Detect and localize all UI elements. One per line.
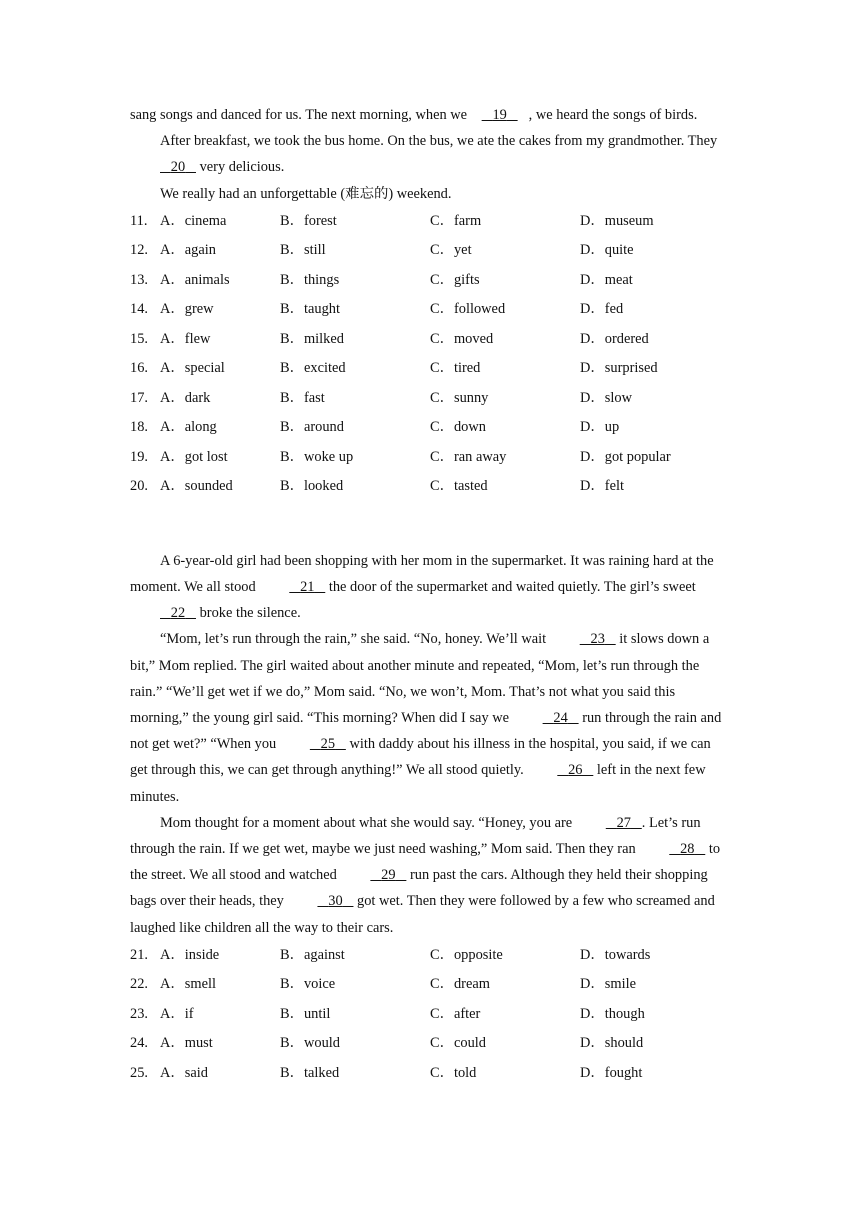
- text-span: Mom thought for a moment about what she would say. “Honey, you are: [160, 814, 576, 831]
- passage2-paragraph1: [130, 548, 728, 627]
- question-number: 22.: [130, 976, 148, 993]
- blank-26: [527, 757, 593, 783]
- question-row: [130, 384, 728, 414]
- text-span: run past the cars. Although they held their shopping bags over their heads, they: [130, 867, 708, 910]
- question-row: [130, 1029, 728, 1059]
- question-row: [130, 941, 728, 971]
- blank-number: 20: [170, 159, 186, 176]
- option-a[interactable]: A．got lost: [160, 448, 228, 465]
- question-number: 18.: [130, 419, 148, 436]
- option-d[interactable]: D．museum: [580, 212, 654, 229]
- option-c[interactable]: C．could: [430, 1035, 486, 1052]
- passage2-paragraph2: [130, 626, 728, 809]
- option-c[interactable]: C．yet: [430, 242, 472, 259]
- blank-number: 27: [616, 814, 631, 831]
- option-a[interactable]: A．again: [160, 242, 216, 259]
- option-a[interactable]: A．smell: [160, 976, 216, 993]
- question-number: 20.: [130, 478, 148, 495]
- blank-number: 21: [300, 579, 315, 596]
- option-c[interactable]: C．dream: [430, 976, 490, 993]
- option-b[interactable]: B．woke up: [280, 448, 354, 465]
- option-c[interactable]: C．followed: [430, 301, 506, 318]
- text-span: broke the silence.: [195, 605, 301, 622]
- blank-number: 19: [492, 107, 507, 123]
- option-b[interactable]: B．looked: [280, 478, 344, 495]
- option-c[interactable]: C．down: [430, 419, 486, 436]
- question-options-21-25: [130, 941, 728, 1089]
- question-row: [130, 325, 728, 355]
- text-span: the door of the supermarket and waited quietly. The girl’s sweet: [325, 579, 696, 596]
- text-span: it slows down a bit,” Mom replied. The girl waited about another minute and repeated, “Mom, let’s run through the rain.” “We’ll get wet if we do,” Mom said. “No, we won’t, Mom. That’s not what you said this morning,” the young girl said. “This morning? When did I say we: [130, 631, 710, 727]
- option-d[interactable]: D．though: [580, 1005, 645, 1022]
- question-row: [130, 1000, 728, 1030]
- option-d[interactable]: D．meat: [580, 271, 633, 288]
- question-row: [130, 207, 728, 237]
- text-span: very delicious.: [195, 159, 285, 176]
- option-c[interactable]: C．ran away: [430, 448, 507, 465]
- blank-25: [280, 731, 346, 757]
- option-c[interactable]: C．after: [430, 1005, 481, 1022]
- option-a[interactable]: A．grew: [160, 301, 214, 318]
- option-c[interactable]: C．opposite: [430, 946, 503, 963]
- question-number: 14.: [130, 301, 148, 318]
- blank-number: 30: [328, 893, 343, 910]
- question-number: 21.: [130, 946, 148, 963]
- option-a[interactable]: A．dark: [160, 389, 211, 406]
- text-span: left in the next few minutes.: [130, 762, 706, 805]
- question-row: [130, 266, 728, 296]
- text-span: , we heard the songs of birds.: [528, 107, 698, 123]
- blank-27: [576, 810, 642, 836]
- option-d[interactable]: D．fed: [580, 301, 624, 318]
- option-b[interactable]: B．until: [280, 1005, 331, 1022]
- blank-29: [340, 862, 406, 888]
- option-d[interactable]: D．surprised: [580, 360, 658, 377]
- section-gap: [130, 502, 728, 548]
- blank-24: [513, 705, 579, 731]
- passage1-paragraph1: [130, 102, 728, 128]
- option-c[interactable]: C．moved: [430, 330, 494, 347]
- option-b[interactable]: B．taught: [280, 301, 340, 318]
- option-a[interactable]: A．if: [160, 1005, 194, 1022]
- option-d[interactable]: D．towards: [580, 946, 651, 963]
- text-span: to the street. We all stood and watched: [130, 841, 721, 884]
- text-span: sang songs and danced for us. The next morning, when we: [130, 107, 471, 123]
- blank-19: [471, 102, 529, 128]
- option-a[interactable]: A．must: [160, 1035, 213, 1052]
- passage1-paragraph2: [130, 128, 728, 180]
- option-b[interactable]: B．fast: [280, 389, 325, 406]
- blank-21: [259, 574, 325, 600]
- blank-22: [130, 600, 196, 626]
- option-d[interactable]: D．smile: [580, 976, 636, 993]
- text-span: got wet. Then they were followed by a few who screamed and laughed like children all the way to their cars.: [130, 893, 715, 936]
- option-d[interactable]: D．got popular: [580, 448, 671, 465]
- blank-number: 23: [590, 631, 605, 648]
- text-span: run through the rain and not get wet?” “When you: [130, 710, 722, 753]
- blank-number: 25: [320, 736, 336, 753]
- option-a[interactable]: A．special: [160, 360, 225, 377]
- option-c[interactable]: C．told: [430, 1064, 477, 1081]
- option-d[interactable]: D．ordered: [580, 330, 649, 347]
- blank-number: 26: [568, 762, 583, 779]
- question-number: 11.: [130, 212, 148, 229]
- question-row: [130, 413, 728, 443]
- blank-28: [639, 836, 705, 862]
- question-number: 15.: [130, 330, 148, 347]
- blank-number: 29: [381, 867, 396, 884]
- question-number: 24.: [130, 1035, 148, 1052]
- question-row: [130, 472, 728, 502]
- option-a[interactable]: A．inside: [160, 946, 220, 963]
- question-row: [130, 295, 728, 325]
- option-b[interactable]: B．forest: [280, 212, 337, 229]
- option-b[interactable]: B．would: [280, 1035, 340, 1052]
- worksheet-page: [130, 102, 728, 1088]
- option-b[interactable]: B．excited: [280, 360, 346, 377]
- option-d[interactable]: D．quite: [580, 242, 634, 259]
- option-c[interactable]: C．sunny: [430, 389, 489, 406]
- blank-20: [130, 154, 196, 180]
- question-row: [130, 1059, 728, 1089]
- option-d[interactable]: D．up: [580, 419, 620, 436]
- option-b[interactable]: B．talked: [280, 1064, 340, 1081]
- question-row: [130, 443, 728, 473]
- option-c[interactable]: C．gifts: [430, 271, 480, 288]
- blank-number: 24: [553, 710, 568, 727]
- option-c[interactable]: C．tasted: [430, 478, 488, 495]
- option-d[interactable]: D．should: [580, 1035, 644, 1052]
- passage1-paragraph3: We really had an unforgettable (难忘的) weekend.: [160, 185, 452, 202]
- text-span: with daddy about his illness in the hospital, you said, if we can get through this, we can get through anything!” We all stood quietly.: [130, 736, 711, 779]
- question-row: [130, 970, 728, 1000]
- text-span: After breakfast, we took the bus home. On the bus, we ate the cakes from my grandmother. They: [160, 133, 718, 150]
- option-b[interactable]: B．against: [280, 946, 345, 963]
- blank-30: [287, 888, 353, 914]
- question-number: 25.: [130, 1064, 148, 1081]
- option-b[interactable]: B．milked: [280, 330, 344, 347]
- text-span: “Mom, let’s run through the rain,” she said. “No, honey. We’ll wait: [160, 631, 550, 648]
- option-d[interactable]: D．fought: [580, 1064, 643, 1081]
- question-number: 16.: [130, 360, 148, 377]
- option-a[interactable]: A．sounded: [160, 478, 233, 495]
- question-number: 13.: [130, 271, 148, 288]
- question-row: [130, 354, 728, 384]
- option-c[interactable]: C．tired: [430, 360, 481, 377]
- blank-number: 28: [680, 841, 695, 858]
- option-a[interactable]: A．said: [160, 1064, 208, 1081]
- text-span: . Let’s run through the rain. If we get wet, maybe we just need washing,” Mom said. Then they ran: [130, 814, 701, 858]
- option-d[interactable]: D．felt: [580, 478, 624, 495]
- option-a[interactable]: A．animals: [160, 271, 230, 288]
- option-b[interactable]: B．around: [280, 419, 344, 436]
- question-number: 17.: [130, 389, 148, 406]
- option-d[interactable]: D．slow: [580, 389, 632, 406]
- option-b[interactable]: B．things: [280, 271, 340, 288]
- option-b[interactable]: B．voice: [280, 976, 336, 993]
- question-number: 19.: [130, 448, 148, 465]
- option-a[interactable]: A．cinema: [160, 212, 227, 229]
- passage2-paragraph3: [130, 810, 728, 941]
- question-number: 23.: [130, 1005, 148, 1022]
- option-a[interactable]: A．flew: [160, 330, 211, 347]
- option-b[interactable]: B．still: [280, 242, 326, 259]
- question-row: [130, 236, 728, 266]
- blank-number: 22: [170, 605, 186, 622]
- question-options-11-20: [130, 207, 728, 502]
- option-c[interactable]: C．farm: [430, 212, 482, 229]
- text-span: A 6-year-old girl had been shopping with her mom in the supermarket. It was raining hard at the moment. We all stood: [130, 552, 714, 596]
- blank-23: [550, 626, 616, 652]
- option-a[interactable]: A．along: [160, 419, 217, 436]
- question-number: 12.: [130, 242, 148, 259]
